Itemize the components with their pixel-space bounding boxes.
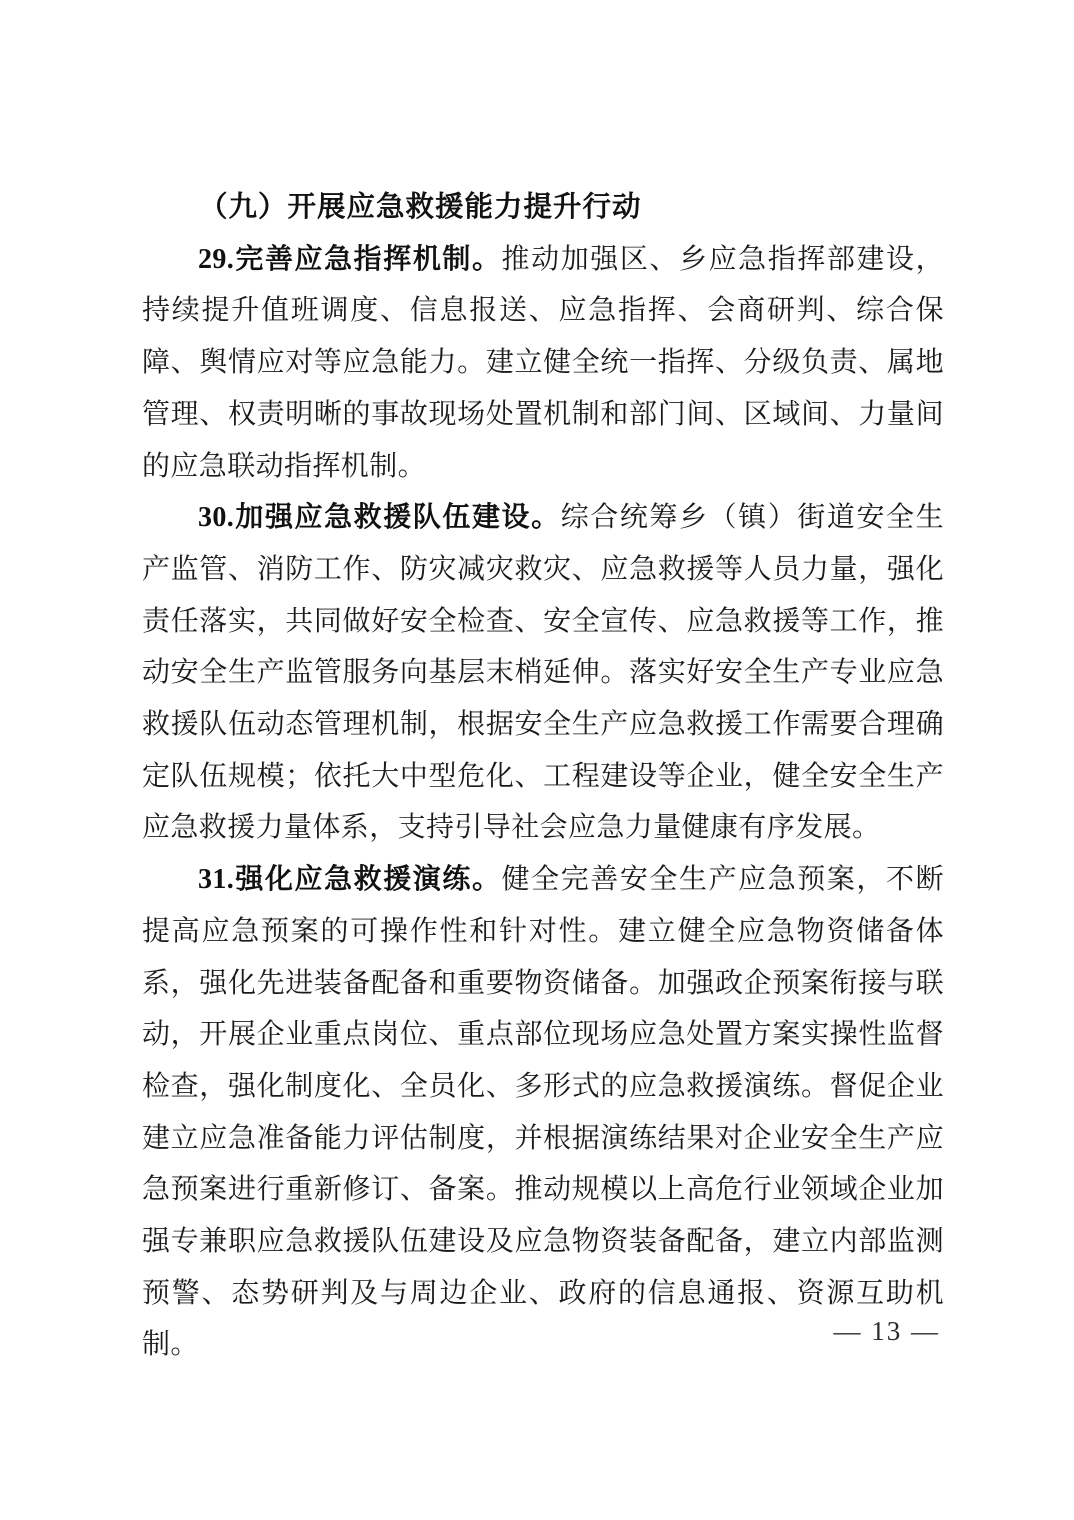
paragraph-29 <box>142 234 944 493</box>
paragraph-31-body: 健全完善安全生产应急预案，不断提高应急预案的可操作性和针对性。建立健全应急物资储备体系，强化先进装备配备和重要物资储备。加强政企预案衔接与联动，开展企业重点岗位、重点部位现场应急处置方案实操性监督检查，强化制度化、全员化、多形式的应急救援演练。督促企业建立应急准备能力评估制度，并根据演练结果对企业安全生产应急预案进行重新修订、备案。推动规模以上高危行业领域企业加强专兼职应急救援队伍建设及应急物资装备配备，建立内部监测预警、态势研判及与周边企业、政府的信息通报、资源互助机制。 <box>142 864 944 1361</box>
paragraph-31 <box>142 854 944 1371</box>
paragraph-30-body: 综合统筹乡（镇）街道安全生产监管、消防工作、防灾减灾救灾、应急救援等人员力量，强化责任落实，共同做好安全检查、安全宣传、应急救援等工作，推动安全生产监管服务向基层末梢延伸。落实好安全生产专业应急救援队伍动态管理机制，根据安全生产应急救援工作需要合理确定队伍规模；依托大中型危化、工程建设等企业，健全安全生产应急救援力量体系，支持引导社会应急力量健康有序发展。 <box>142 502 944 844</box>
paragraph-29-body: 推动加强区、乡应急指挥部建设，持续提升值班调度、信息报送、应急指挥、会商研判、综合保障、舆情应对等应急能力。建立健全统一指挥、分级负责、属地管理、权责明晰的事故现场处置机制和部门间、区域间、力量间的应急联动指挥机制。 <box>142 243 944 482</box>
section-heading: （九）开展应急救援能力提升行动 <box>199 192 642 223</box>
paragraph-31-lead: 31.强化应急救援演练。 <box>198 864 502 896</box>
page-number: — 13 — <box>833 1316 940 1346</box>
paragraph-30-lead: 30.加强应急救援队伍建设。 <box>198 502 561 534</box>
paragraph-30 <box>142 492 944 854</box>
document-body <box>142 182 944 1371</box>
paragraph-29-lead: 29.完善应急指挥机制。 <box>198 243 502 275</box>
